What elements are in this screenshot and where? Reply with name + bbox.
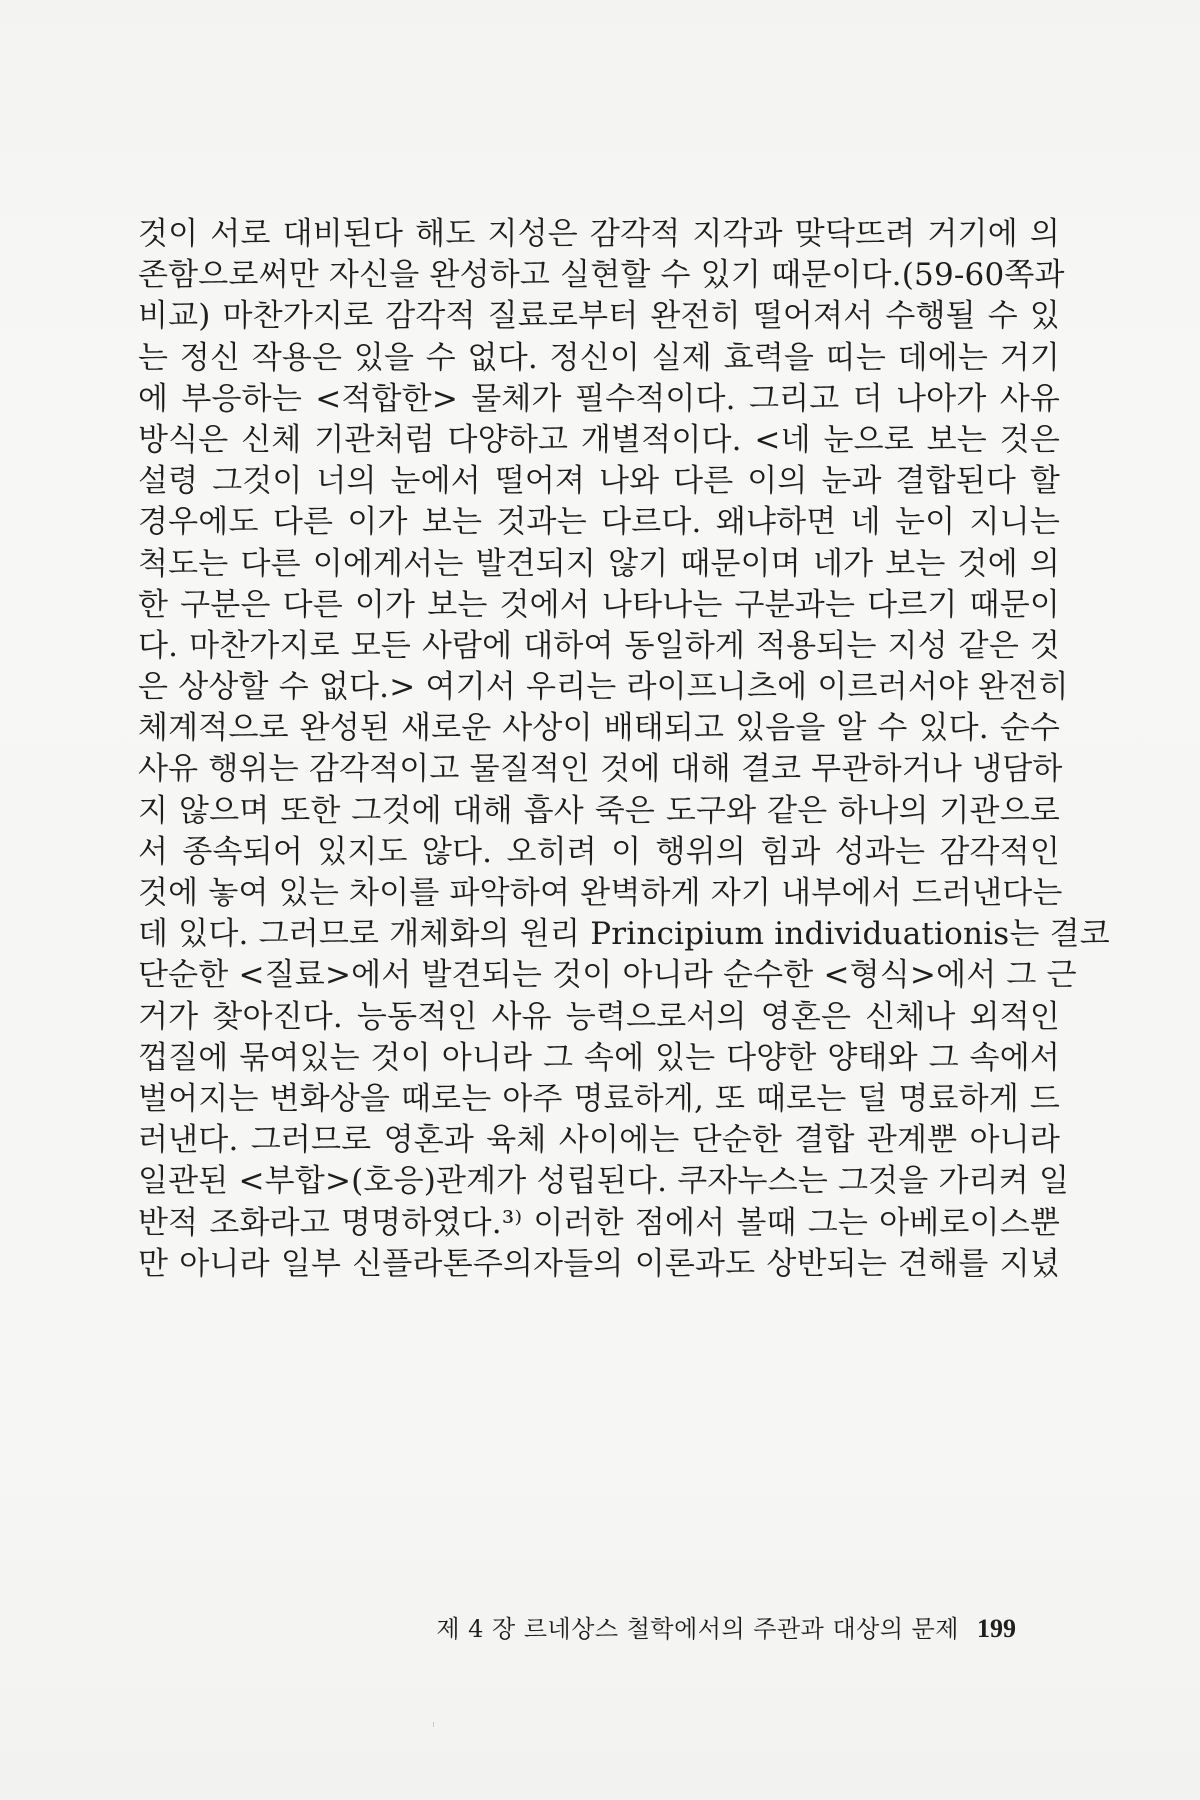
text-line: 서 종속되어 있지도 않다. 오히려 이 행위의 힘과 성과는 감각적인 [138,833,1060,870]
text-line: 체계적으로 완성된 새로운 사상이 배태되고 있음을 알 수 있다. 순수 [138,710,1060,747]
running-head: 제 4 장 르네상스 철학에서의 주관과 대상의 문제 [436,1615,959,1643]
page-number: 199 [977,1614,1016,1643]
body-text [138,214,1110,1285]
text-line: 은 상상할 수 없다.> 여기서 우리는 라이프니츠에 이르러서야 완전히 [138,669,1069,706]
text-line: 단순한 <질료>에서 발견되는 것이 아니라 순수한 <형식>에서 그 근 [138,957,1077,994]
text-line: 지 않으며 또한 그것에 대해 흡사 죽은 도구와 같은 하나의 기관으로 [138,792,1060,829]
text-line: 껍질에 묶여있는 것이 아니라 그 속에 있는 다양한 양태와 그 속에서 [138,1039,1060,1076]
text-line: 존함으로써만 자신을 완성하고 실현할 수 있기 때문이다.(59-60쪽과 [138,257,1065,294]
text-line: 벌어지는 변화상을 때로는 아주 명료하게, 또 때로는 덜 명료하게 드 [138,1080,1060,1117]
scan-speck [433,1722,434,1727]
text-line: 일관된 <부합>(호응)관계가 성립된다. 쿠자누스는 그것을 가리켜 일 [138,1163,1070,1200]
text-line: 경우에도 다른 이가 보는 것과는 다르다. 왜냐하면 네 눈이 지니는 [138,504,1060,541]
text-line: 는 정신 작용은 있을 수 없다. 정신이 실제 효력을 띠는 데에는 거기 [138,339,1060,376]
text-line: 사유 행위는 감각적이고 물질적인 것에 대해 결코 무관하거나 냉담하 [138,751,1063,788]
text-line: 설령 그것이 너의 눈에서 떨어져 나와 다른 이의 눈과 결합된다 할 [138,463,1060,500]
page-footer [396,1612,1016,1646]
text-line: 만 아니라 일부 신플라톤주의자들의 이론과도 상반되는 견해를 지녔 [138,1245,1060,1282]
text-line: 반적 조화라고 명명하였다.³⁾ 이러한 점에서 볼때 그는 아베로이스뿐 [138,1204,1060,1241]
text-line: 척도는 다른 이에게서는 발견되지 않기 때문이며 네가 보는 것에 의 [138,545,1060,582]
text-line: 방식은 신체 기관처럼 다양하고 개별적이다. <네 눈으로 보는 것은 [138,421,1060,458]
text-line: 러낸다. 그러므로 영혼과 육체 사이에는 단순한 결합 관계뿐 아니라 [138,1122,1060,1159]
text-line: 다. 마찬가지로 모든 사람에 대하여 동일하게 적용되는 지성 같은 것 [138,627,1060,664]
text-line: 것이 서로 대비된다 해도 지성은 감각적 지각과 맞닥뜨려 거기에 의 [138,216,1060,252]
text-line: 것에 놓여 있는 차이를 파악하여 완벽하게 자기 내부에서 드러낸다는 [138,875,1063,911]
text-line: 데 있다. 그러므로 개체화의 원리 Principium individuationis는 결코 [138,916,1110,953]
text-line: 에 부응하는 <적합한> 물체가 필수적이다. 그리고 더 나아가 사유 [138,380,1060,417]
text-line: 비교) 마찬가지로 감각적 질료로부터 완전히 떨어져서 수행될 수 있 [138,298,1060,335]
text-line: 한 구분은 다른 이가 보는 것에서 나타나는 구분과는 다르기 때문이 [138,586,1060,623]
text-line: 거가 찾아진다. 능동적인 사유 능력으로서의 영혼은 신체나 외적인 [138,998,1060,1035]
